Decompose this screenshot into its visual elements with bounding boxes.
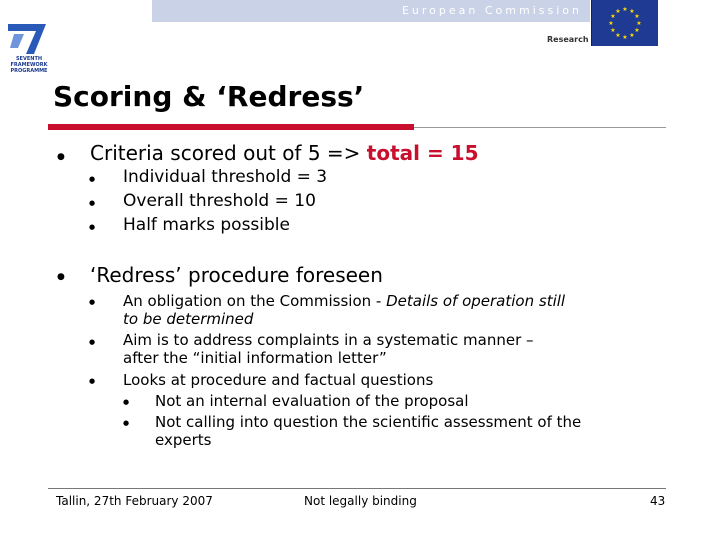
bullet-dot: ● [89,223,96,231]
ec-banner [152,0,590,22]
bullet-criteria [90,141,479,165]
bullet-dot: ● [89,298,96,306]
footer-rule [48,488,666,489]
svg-text:★: ★ [636,20,642,27]
list-item-obligation [123,292,565,310]
svg-text:★: ★ [634,13,640,20]
bullet-dot: ● [57,152,65,162]
footer-location-date: Tallin, 27th February 2007 [56,494,213,508]
svg-text:★: ★ [629,32,635,39]
sub-item-internal: Not an internal evaluation of the proposal [155,392,469,410]
svg-text:★: ★ [610,13,616,20]
svg-text:★: ★ [622,34,628,41]
svg-text:★: ★ [610,27,616,34]
svg-text:★: ★ [622,6,628,13]
sub-item-scientific: Not calling into question the scientific assessment of the [155,413,582,431]
svg-text:★: ★ [615,32,621,39]
list-item-aim-cont: after the “initial information letter” [123,349,387,367]
list-item-aim: Aim is to address complaints in a systematic manner – [123,331,534,349]
bullet-dot: ● [123,398,130,406]
title-rule-gray [414,127,666,128]
svg-text:★: ★ [629,8,635,15]
list-item: Half marks possible [123,215,290,235]
bullet-dot: ● [89,175,96,183]
svg-text:★: ★ [634,27,640,34]
obligation-italic: Details of operation still [386,292,566,310]
sub-item-scientific-cont: experts [155,431,212,449]
list-item: Overall threshold = 10 [123,191,316,211]
list-item-looks: Looks at procedure and factual questions [123,371,434,389]
bullet-dot: ● [123,419,130,427]
footer-disclaimer: Not legally binding [304,494,417,508]
obligation-text: An obligation on the Commission - [123,292,387,310]
slide-title: Scoring & ‘Redress’ [53,80,365,113]
bullet-criteria-total: total = 15 [366,141,479,165]
bullet-redress: ‘Redress’ procedure foreseen [90,263,383,287]
research-label: Research [547,35,589,44]
eu-flag-icon [591,0,658,46]
bullet-dot: ● [89,338,96,346]
bullet-criteria-text: Criteria scored out of 5 => [90,141,367,165]
svg-text:★: ★ [615,8,621,15]
bullet-dot: ● [89,199,96,207]
fp7-caption: SEVENTH FRAMEWORK PROGRAMME [10,56,48,74]
title-rule-red [48,124,414,130]
obligation-italic-cont: to be determined [123,310,254,328]
svg-text:★: ★ [608,20,614,27]
page-number: 43 [650,494,666,508]
ec-banner-text: European Commission [401,4,582,17]
list-item: Individual threshold = 3 [123,167,328,187]
bullet-dot: ● [89,377,96,385]
bullet-dot: ● [57,272,65,282]
